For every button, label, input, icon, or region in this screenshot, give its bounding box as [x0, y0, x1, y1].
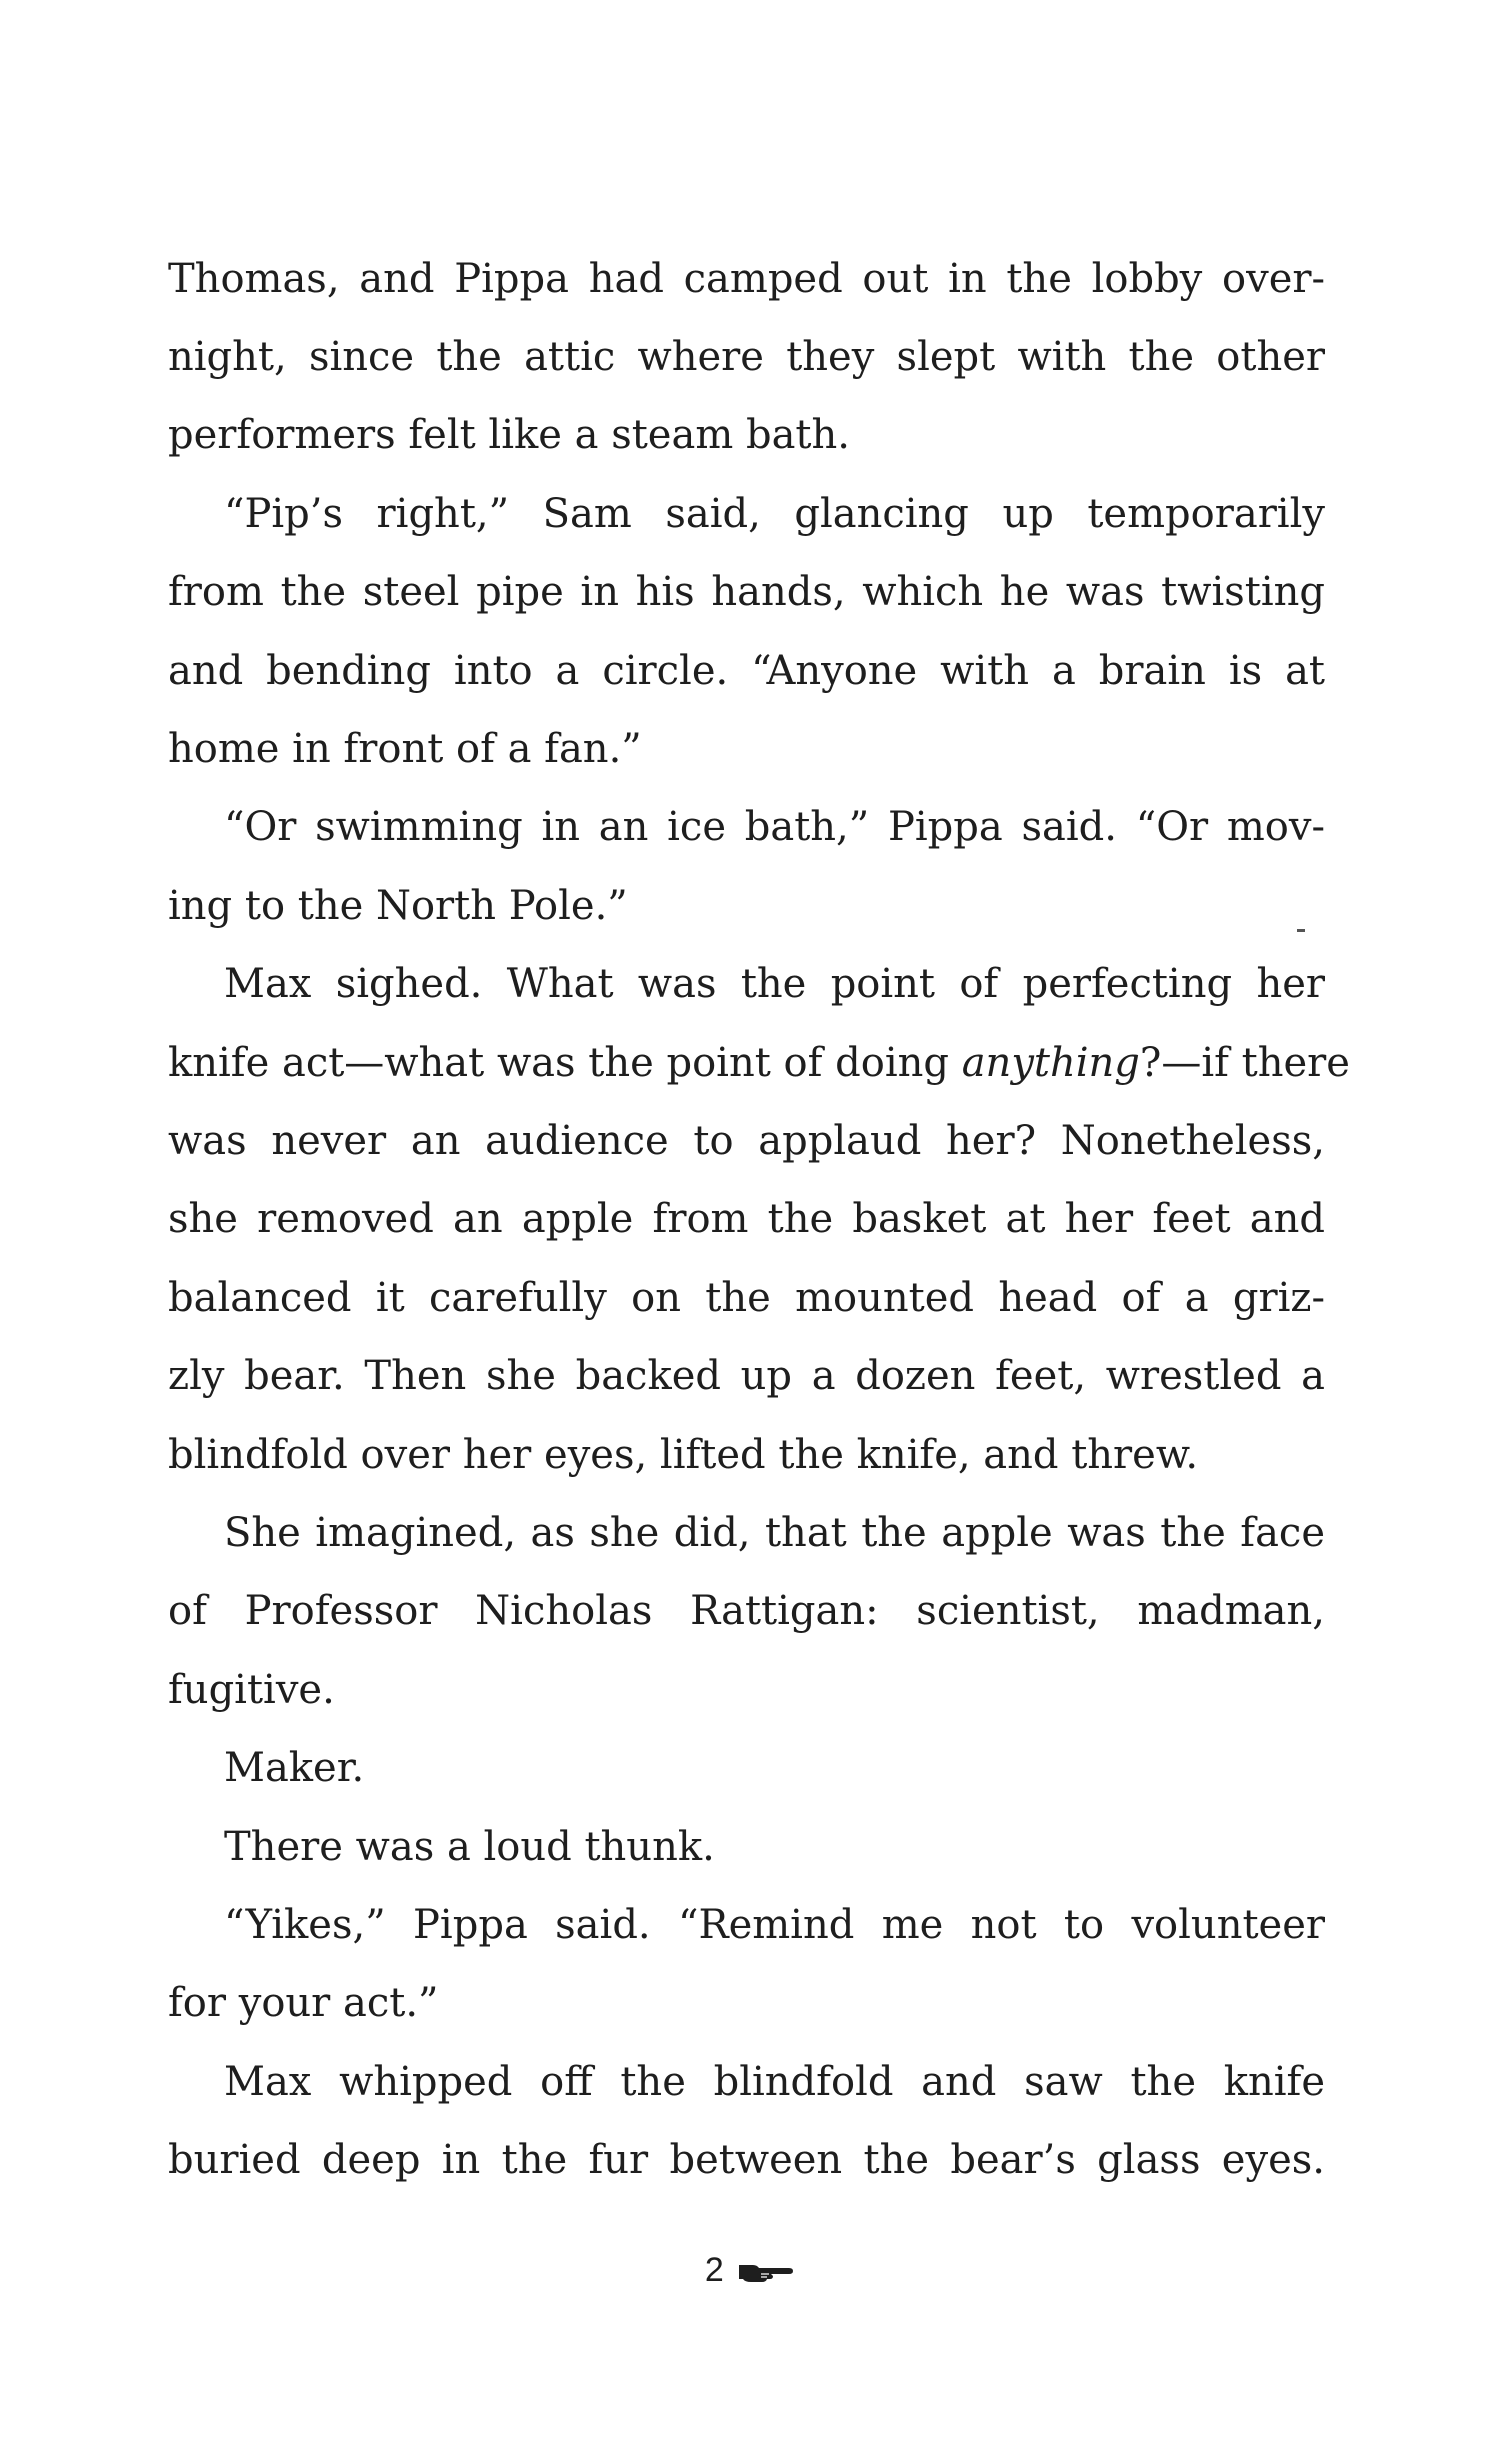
text-line: of Professor Nicholas Rattigan: scientist, madman, [168, 1588, 1325, 1634]
text-line: home in front of a fan.” [168, 726, 642, 772]
text-line: night, since the attic where they slept with the other [168, 334, 1325, 380]
text-line: from the steel pipe in his hands, which he was twisting [168, 569, 1325, 615]
text-line: she removed an apple from the basket at her feet and [168, 1196, 1325, 1242]
text-line: “Pip’s right,” Sam said, glancing up temporarily [224, 491, 1325, 537]
text-line: ing to the North Pole.” [168, 883, 628, 929]
text-line: and bending into a circle. “Anyone with a brain is at [168, 648, 1325, 694]
text-line: She imagined, as she did, that the apple was the face [224, 1510, 1325, 1556]
page-footer [0, 2248, 1500, 2292]
text-line: Maker. [224, 1745, 365, 1791]
text-line: Thomas, and Pippa had camped out in the lobby over- [168, 256, 1325, 302]
text-line: There was a loud thunk. [224, 1824, 715, 1870]
page-number: 2 [704, 2251, 724, 2289]
text-line: performers felt like a steam bath. [168, 412, 850, 458]
text-line: balanced it carefully on the mounted head of a griz- [168, 1275, 1325, 1321]
text-line: fugitive. [168, 1667, 335, 1713]
emphasis-word: anything [961, 1040, 1140, 1086]
text-line: for your act.” [168, 1980, 439, 2026]
text-line: “Or swimming in an ice bath,” Pippa said. “Or mov- [224, 804, 1325, 850]
text-line: Max whipped off the blindfold and saw the knife [224, 2059, 1325, 2105]
text-line: blindfold over her eyes, lifted the knife, and threw. [168, 1432, 1199, 1478]
text-line: zly bear. Then she backed up a dozen feet, wrestled a [168, 1353, 1325, 1399]
text-line: Max sighed. What was the point of perfecting her [224, 961, 1325, 1007]
text-line: buried deep in the fur between the bear’s glass eyes. [168, 2137, 1325, 2183]
text-line: was never an audience to applaud her? Nonetheless, [168, 1118, 1325, 1164]
stray-print-mark [1297, 929, 1305, 932]
text-line: knife act—what was the point of doing anything?—if there [168, 1040, 1350, 1086]
text-line: “Yikes,” Pippa said. “Remind me not to volunteer [224, 1902, 1325, 1948]
pointing-hand-icon [737, 2260, 795, 2284]
